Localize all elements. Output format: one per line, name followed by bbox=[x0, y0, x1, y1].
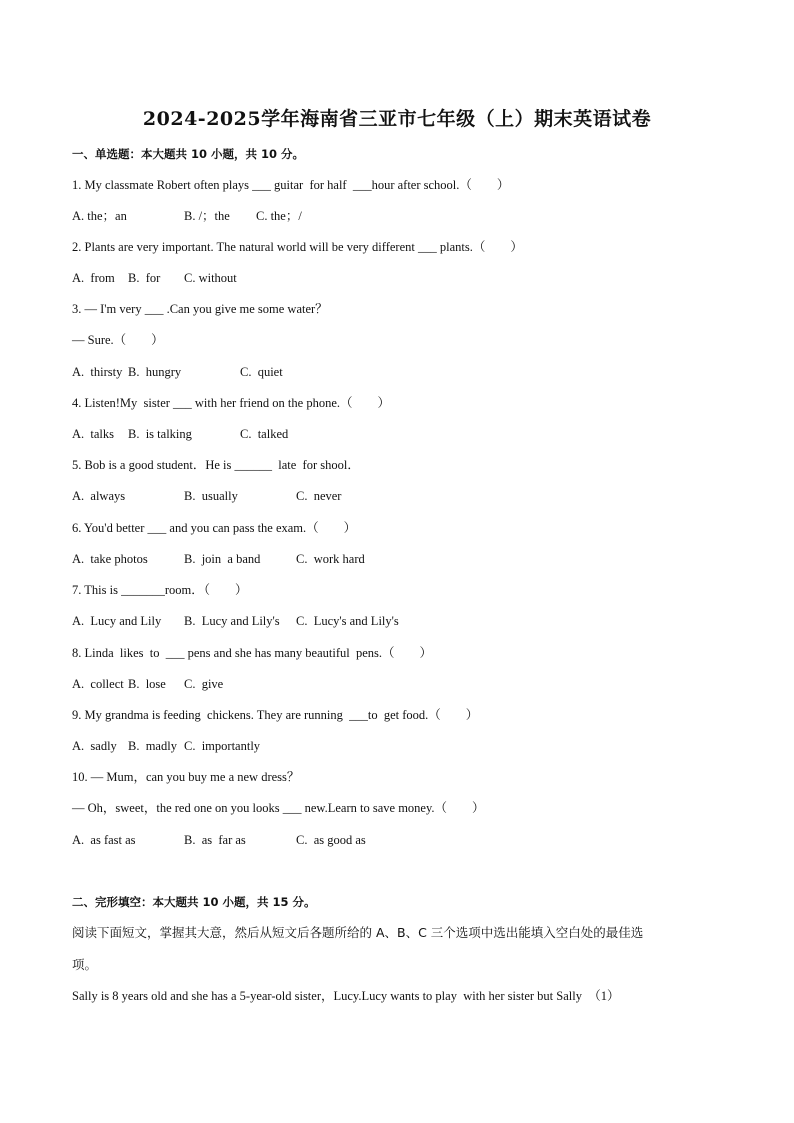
option-c: C. importantly bbox=[184, 739, 261, 753]
question-3-reply: — Sure.（ ） bbox=[72, 333, 164, 347]
option-a: A. thirsty bbox=[72, 365, 123, 379]
option-c: C. give bbox=[184, 677, 224, 691]
section2-instruction-line-2: 项。 bbox=[72, 957, 98, 972]
question-7-stem: 7. This is _______room．（ ） bbox=[72, 583, 248, 597]
question-4-stem: 4. Listen!My sister ___ with her friend on the phone.（ ） bbox=[72, 396, 391, 410]
option-b: B. madly bbox=[128, 739, 177, 753]
question-2-stem: 2. Plants are very important. The natural world will be very different ___ plants.（ ） bbox=[72, 240, 523, 254]
option-c: C. the；/ bbox=[256, 209, 302, 223]
option-b: B. lose bbox=[128, 677, 166, 691]
option-b: B. Lucy and Lily's bbox=[184, 614, 280, 628]
option-c: C. quiet bbox=[240, 365, 283, 379]
option-a: A. sadly bbox=[72, 739, 117, 753]
exam-title: 2024-2025学年海南省三亚市七年级（上）期末英语试卷 bbox=[142, 108, 652, 130]
option-b: B. /；the bbox=[184, 209, 230, 223]
question-5-stem: 5. Bob is a good student．He is ______ late for shool． bbox=[72, 458, 360, 472]
option-b: B. for bbox=[128, 271, 161, 285]
option-a: A. as fast as bbox=[72, 833, 136, 847]
option-a: A. the；an bbox=[72, 209, 127, 223]
option-b: B. usually bbox=[184, 489, 238, 503]
option-a: A. collect bbox=[72, 677, 124, 691]
passage-line-1: Sally is 8 years old and she has a 5-year-old sister，Lucy.Lucy wants to play with her sister but Sally （1） bbox=[72, 989, 620, 1003]
option-c: C. without bbox=[184, 271, 237, 285]
option-b: B. as far as bbox=[184, 833, 246, 847]
option-b: B. is talking bbox=[128, 427, 192, 441]
option-b: B. join a band bbox=[184, 552, 261, 566]
question-1-stem: 1. My classmate Robert often plays ___ guitar for half ___hour after school.（ ） bbox=[72, 178, 510, 192]
question-6-stem: 6. You'd better ___ and you can pass the exam.（ ） bbox=[72, 521, 357, 535]
option-a: A. take photos bbox=[72, 552, 148, 566]
option-c: C. talked bbox=[240, 427, 289, 441]
question-3-stem: 3. — I'm very ___ .Can you give me some water？ bbox=[72, 302, 328, 316]
section2-instruction-line-1: 阅读下面短文，掌握其大意，然后从短文后各题所给的 A、B、C 三个选项中选出能填入空白处的最佳选 bbox=[72, 925, 644, 940]
question-9-stem: 9. My grandma is feeding chickens. They are running ___to get food.（ ） bbox=[72, 708, 479, 722]
option-a: A. always bbox=[72, 489, 126, 503]
option-c: C. work hard bbox=[296, 552, 365, 566]
question-10-reply: — Oh，sweet，the red one on you looks ___ new.Learn to save money.（ ） bbox=[72, 801, 485, 815]
question-10-stem: 10. — Mum，can you buy me a new dress？ bbox=[72, 770, 300, 784]
option-a: A. from bbox=[72, 271, 115, 285]
option-a: A. Lucy and Lily bbox=[72, 614, 162, 628]
option-c: C. never bbox=[296, 489, 342, 503]
option-a: A. talks bbox=[72, 427, 115, 441]
section1-heading: 一、单选题：本大题共 10 小题，共 10 分。 bbox=[72, 147, 305, 161]
option-b: B. hungry bbox=[128, 365, 182, 379]
option-c: C. as good as bbox=[296, 833, 366, 847]
section2-heading: 二、完形填空：本大题共 10 小题，共 15 分。 bbox=[72, 895, 316, 909]
question-8-stem: 8. Linda likes to ___ pens and she has many beautiful pens.（ ） bbox=[72, 646, 433, 660]
option-c: C. Lucy's and Lily's bbox=[296, 614, 399, 628]
